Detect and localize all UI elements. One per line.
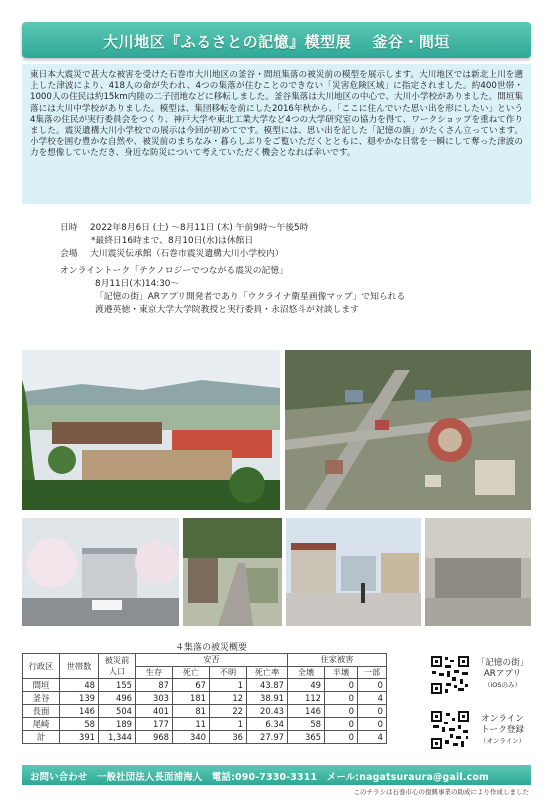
cell-name: 計 [23, 731, 60, 744]
col-partial: 一部 [358, 666, 387, 679]
damage-table [22, 653, 387, 744]
cell-missing: 22 [210, 705, 247, 718]
talk-date: 8月11日(木)14:30～ [95, 279, 180, 289]
cell-partial: 0 [358, 679, 387, 692]
village-photo [22, 350, 280, 510]
cell-total: 58 [288, 718, 325, 731]
cell-alive: 303 [136, 692, 173, 705]
ar-app-qr-code[interactable] [430, 655, 470, 695]
col-households: 世帯数 [60, 654, 99, 679]
cell-partial: 0 [358, 718, 387, 731]
cell-partial: 4 [358, 692, 387, 705]
cell-rate: 43.87 [247, 679, 288, 692]
col-safety: 安否 [136, 654, 288, 667]
aerial-photo [285, 350, 531, 510]
col-total: 全壊 [288, 666, 325, 679]
table-row [23, 679, 387, 692]
qr-label-line: ARアプリ [483, 669, 522, 679]
date-row [60, 222, 530, 235]
cell-households: 58 [60, 718, 99, 731]
cell-rate: 6.34 [247, 718, 288, 731]
cell-total: 112 [288, 692, 325, 705]
cell-name: 釜谷 [23, 692, 60, 705]
event-info [60, 222, 530, 317]
cell-half: 0 [325, 718, 358, 731]
table-row [23, 705, 387, 718]
cell-half: 0 [325, 679, 358, 692]
houses-photo [286, 518, 421, 626]
ar-app-qr-label [475, 658, 530, 691]
cell-households: 391 [60, 731, 99, 744]
talk-title: オンライントーク「テクノロジーでつながる震災の記憶」 [60, 266, 288, 276]
talk-qr-label [475, 714, 530, 747]
cell-total: 146 [288, 705, 325, 718]
cell-dead: 340 [173, 731, 210, 744]
cell-partial: 0 [358, 705, 387, 718]
cell-alive: 401 [136, 705, 173, 718]
cell-total: 365 [288, 731, 325, 744]
cell-pop: 155 [99, 679, 136, 692]
qr-label-note: （オンライン） [479, 737, 526, 745]
school-cherry-photo [22, 518, 179, 626]
cell-name: 長面 [23, 705, 60, 718]
cell-alive: 177 [136, 718, 173, 731]
cell-total: 49 [288, 679, 325, 692]
cell-rate: 20.43 [247, 705, 288, 718]
intro-box [22, 64, 531, 204]
date-note: *最終日16時まで、8月10日(水)は休館日 [91, 236, 254, 246]
footnote: このチラシは石巻市心の復興事業の助成により作成しました [353, 788, 529, 796]
col-half: 半壊 [325, 666, 358, 679]
table-row [23, 692, 387, 705]
talk-line2: 渡邉英徳・東京大学大学院教授と実行委員・永沼悠斗が対談します [95, 305, 359, 315]
table-row-total [23, 731, 387, 744]
cell-pop: 496 [99, 692, 136, 705]
col-missing: 不明 [210, 666, 247, 679]
contact-banner [22, 765, 531, 785]
cell-rate: 38.91 [247, 692, 288, 705]
talk-registration-qr-code[interactable] [430, 710, 470, 750]
contact-text: お問い合わせ 一般社団法人長面浦海人 電話:090-7330-3311 メール:nagatsuraura@gail.com [30, 772, 489, 783]
cell-half: 0 [325, 731, 358, 744]
cell-households: 139 [60, 692, 99, 705]
venue-row [60, 248, 530, 261]
street-photo [183, 518, 282, 626]
qr-label-line: 「記憶の街」 [476, 658, 529, 668]
cell-dead: 67 [173, 679, 210, 692]
cell-name: 間垣 [23, 679, 60, 692]
cell-missing: 12 [210, 692, 247, 705]
qr-label-line: オンライン [481, 714, 524, 724]
cell-pop: 189 [99, 718, 136, 731]
title-banner [22, 22, 531, 58]
cell-half: 0 [325, 705, 358, 718]
cell-households: 48 [60, 679, 99, 692]
cell-dead: 181 [173, 692, 210, 705]
cell-missing: 1 [210, 679, 247, 692]
page-title: 大川地区『ふるさとの記憶』模型展 釜谷・間垣 [103, 33, 450, 51]
col-dead: 死亡 [173, 666, 210, 679]
table-caption: ４集落の被災概要 [175, 643, 248, 653]
col-rate: 死亡率 [247, 666, 288, 679]
cell-households: 146 [60, 705, 99, 718]
cell-rate: 27.97 [247, 731, 288, 744]
venue-label: 会場 [60, 249, 78, 259]
cell-half: 0 [325, 692, 358, 705]
qr-label-line: トーク登録 [481, 725, 524, 735]
cell-pop: 504 [99, 705, 136, 718]
cell-partial: 4 [358, 731, 387, 744]
intro-text: 東日本大震災で甚大な被害を受けた石巻市大川地区の釜谷・間垣集落の被災前の模型を展示します。大川地区では新北上川を遡上した津波により、418人の命が失われ、4つの集落が住むことのできない「災害危険区域」に指定されました。約400世帯・1000人の住民は約15km内陸の二子団地などに移転しました。釜谷集落は大川地区の中心で、大川小学校がありました。間垣集落には大川中学校がありました。模型は、集団移転を前にした2016年秋から、「ここに住んでいた思い出を形にしたい」という4集落の住民が実行委員会をつくり、神戸大学や東北工業大学など4つの大学研究室の協力を得て、ワークショップを重ねて作りました。震災遺構大川小学校での展示は今回が初めてです。模型には、思い出を記した「記憶の旗」がたくさん立っています。小学校を囲む豊かな自然や、被災前のまちなみ・暮らしぶりをご覧いただくとともに、穏やかな日常を一瞬にして奪った津波の力を想像していただき、身近な防災について考えていただく機会となれば幸いです。 [30, 70, 523, 159]
venue-value: 大川震災伝承館（石巻市震災遺構大川小学校内） [90, 249, 284, 259]
col-alive: 生存 [136, 666, 173, 679]
cell-alive: 87 [136, 679, 173, 692]
qr-label-note: （iOSのみ） [483, 681, 522, 689]
talk-line1: 「記憶の街」ARアプリ開発者であり「ウクライナ衛星画像マップ」で知られる [95, 292, 406, 302]
cell-alive: 968 [136, 731, 173, 744]
cell-pop: 1,344 [99, 731, 136, 744]
cell-missing: 36 [210, 731, 247, 744]
date-label: 日時 [60, 223, 78, 233]
col-pop: 被災前人口 [99, 654, 136, 679]
cell-name: 尾崎 [23, 718, 60, 731]
date-value: 2022年8月6日 (土) ～8月11日 (木) 午前9時～午後5時 [90, 223, 309, 233]
cell-missing: 1 [210, 718, 247, 731]
blurred-photo [425, 518, 531, 626]
cell-dead: 11 [173, 718, 210, 731]
col-district: 行政区 [23, 654, 60, 679]
cell-dead: 81 [173, 705, 210, 718]
table-row [23, 718, 387, 731]
col-housing: 住家被害 [288, 654, 387, 667]
